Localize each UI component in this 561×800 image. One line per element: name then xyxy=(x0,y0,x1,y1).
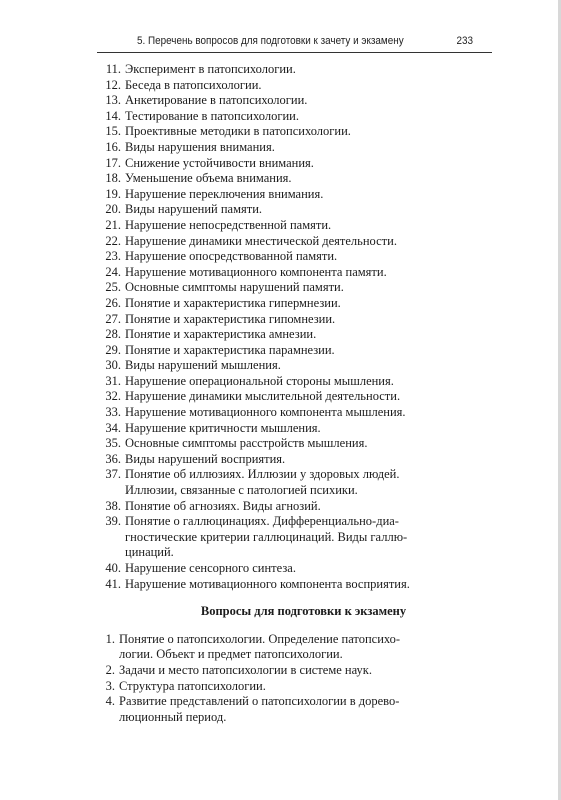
question-text-line: Виды нарушений мышления. xyxy=(125,358,281,373)
question-text xyxy=(125,187,492,203)
question-text xyxy=(125,389,492,405)
question-text xyxy=(125,374,492,390)
question-text xyxy=(125,218,492,234)
question-text-line: Нарушение критичности мышления. xyxy=(125,420,321,435)
question-text xyxy=(125,312,492,328)
question-number: 30. xyxy=(105,358,121,373)
question-text-line: Понятие о галлюцинациях. Дифференциально-диа- xyxy=(125,514,399,529)
question-text xyxy=(119,694,492,725)
question-item xyxy=(97,694,492,725)
question-item xyxy=(97,514,492,561)
question-item xyxy=(97,78,492,94)
question-number: 26. xyxy=(105,295,121,310)
question-text-line: Задачи и место патопсихологии в системе наук. xyxy=(119,662,372,677)
question-text-line: Беседа в патопсихологии. xyxy=(125,77,262,92)
question-number: 41. xyxy=(105,576,121,591)
question-item xyxy=(97,499,492,515)
question-text-line: Нарушение мотивационного компонента памяти. xyxy=(125,264,387,279)
question-text-line: люционный период. xyxy=(119,709,227,724)
question-text-line: Развитие представлений о патопсихологии в дорево- xyxy=(119,694,400,709)
question-text xyxy=(125,93,492,109)
question-text xyxy=(125,421,492,437)
question-text xyxy=(125,280,492,296)
question-item xyxy=(97,171,492,187)
question-item xyxy=(97,343,492,359)
question-text xyxy=(125,124,492,140)
question-text-line: Иллюзии, связанные с патологией психики. xyxy=(125,483,358,498)
question-item xyxy=(97,93,492,109)
question-text xyxy=(125,171,492,187)
question-item xyxy=(97,374,492,390)
question-text-line: Нарушение операциональной стороны мышления. xyxy=(125,373,394,388)
question-text xyxy=(125,202,492,218)
question-text-line: Нарушение сенсорного синтеза. xyxy=(125,561,296,575)
question-item xyxy=(97,312,492,328)
question-number: 27. xyxy=(105,311,121,326)
question-number: 39. xyxy=(105,514,121,529)
question-item xyxy=(97,218,492,234)
page-number: 233 xyxy=(456,35,474,47)
exam-questions-list xyxy=(97,632,492,726)
question-number: 1. xyxy=(105,631,115,646)
question-item xyxy=(97,109,492,125)
question-text xyxy=(125,358,492,374)
question-number: 13. xyxy=(105,93,121,108)
question-text xyxy=(125,467,492,498)
question-item xyxy=(97,389,492,405)
question-text xyxy=(119,679,492,695)
question-text xyxy=(119,663,492,679)
question-text-line: Понятие об иллюзиях. Иллюзии у здоровых людей. xyxy=(125,467,400,482)
question-text-line: Уменьшение объема внимания. xyxy=(125,171,292,186)
question-number: 28. xyxy=(105,327,121,342)
question-text-line: Виды нарушений памяти. xyxy=(125,202,263,217)
question-text-line: Структура патопсихологии. xyxy=(119,678,266,693)
question-item xyxy=(97,679,492,695)
question-item xyxy=(97,632,492,663)
question-number: 38. xyxy=(105,498,121,513)
question-number: 40. xyxy=(105,561,121,575)
question-text-line: Основные симптомы расстройств мышления. xyxy=(125,436,368,451)
question-item xyxy=(97,358,492,374)
question-text xyxy=(125,78,492,94)
question-number: 12. xyxy=(105,77,121,92)
question-text-line: Нарушение опосредствованной памяти. xyxy=(125,249,338,264)
question-number: 25. xyxy=(105,280,121,295)
running-header xyxy=(137,35,474,53)
question-text-line: логии. Объект и предмет патопсихологии. xyxy=(119,647,343,662)
question-text-line: Понятие и характеристика гипермнезии. xyxy=(125,295,341,310)
question-text xyxy=(125,296,492,312)
question-text-line: Нарушение динамики мнестической деятельности. xyxy=(125,233,397,248)
question-number: 22. xyxy=(105,233,121,248)
question-item xyxy=(97,467,492,498)
page-content xyxy=(97,62,492,725)
question-number: 11. xyxy=(105,62,121,76)
question-number: 21. xyxy=(105,217,121,232)
question-item xyxy=(97,296,492,312)
question-text xyxy=(125,249,492,265)
question-text xyxy=(125,561,492,577)
question-item xyxy=(97,265,492,281)
question-text xyxy=(125,343,492,359)
question-item xyxy=(97,140,492,156)
question-number: 34. xyxy=(105,420,121,435)
question-text xyxy=(125,436,492,452)
question-text-line: Нарушение мотивационного компонента мышления. xyxy=(125,405,406,420)
question-item xyxy=(97,62,492,78)
question-text-line: гностические критерии галлюцинаций. Виды галлю- xyxy=(125,529,408,544)
question-text-line: Понятие и характеристика парамнезии. xyxy=(125,342,335,357)
question-number: 15. xyxy=(105,124,121,139)
question-text-line: Основные симптомы нарушений памяти. xyxy=(125,280,344,295)
question-text xyxy=(125,62,492,78)
question-text-line: Понятие и характеристика амнезии. xyxy=(125,327,317,342)
question-text-line: Снижение устойчивости внимания. xyxy=(125,155,314,170)
question-number: 29. xyxy=(105,342,121,357)
question-number: 19. xyxy=(105,186,121,201)
question-number: 20. xyxy=(105,202,121,217)
header-rule xyxy=(97,52,492,53)
question-text-line: Виды нарушений восприятия. xyxy=(125,451,286,466)
question-text xyxy=(125,499,492,515)
question-item xyxy=(97,187,492,203)
question-item xyxy=(97,156,492,172)
question-text-line: Понятие и характеристика гипомнезии. xyxy=(125,311,336,326)
question-text-line: Анкетирование в патопсихологии. xyxy=(125,93,308,108)
question-number: 16. xyxy=(105,139,121,154)
question-text xyxy=(119,632,492,663)
question-text-line: цинаций. xyxy=(125,545,174,560)
question-item xyxy=(97,234,492,250)
question-text-line: Понятие об агнозиях. Виды агнозий. xyxy=(125,498,321,513)
question-item xyxy=(97,421,492,437)
question-text xyxy=(125,234,492,250)
question-text-line: Нарушение мотивационного компонента восприятия. xyxy=(125,576,410,591)
question-item xyxy=(97,561,492,577)
question-text-line: Нарушение переключения внимания. xyxy=(125,186,324,201)
credit-questions-list xyxy=(97,62,492,592)
question-number: 17. xyxy=(105,155,121,170)
question-item xyxy=(97,249,492,265)
question-text xyxy=(125,140,492,156)
question-number: 33. xyxy=(105,405,121,420)
exam-section-title: Вопросы для подготовки к экзамену xyxy=(200,604,407,619)
question-number: 2. xyxy=(105,662,115,677)
question-number: 35. xyxy=(105,436,121,451)
question-text-line: Нарушение непосредственной памяти. xyxy=(125,217,332,232)
question-text-line: Эксперимент в патопсихологии. xyxy=(125,62,296,76)
question-item xyxy=(97,436,492,452)
question-text xyxy=(125,514,492,561)
question-text-line: Виды нарушения внимания. xyxy=(125,139,275,154)
question-item xyxy=(97,663,492,679)
question-number: 3. xyxy=(105,678,115,693)
question-text xyxy=(125,156,492,172)
question-item xyxy=(97,405,492,421)
question-number: 18. xyxy=(105,171,121,186)
question-number: 36. xyxy=(105,451,121,466)
question-number: 24. xyxy=(105,264,121,279)
header-title: 5. Перечень вопросов для подготовки к зачету и экзамену xyxy=(137,35,404,47)
question-number: 4. xyxy=(105,694,115,709)
question-number: 31. xyxy=(105,373,121,388)
question-number: 14. xyxy=(105,108,121,123)
question-item xyxy=(97,577,492,593)
question-text-line: Тестирование в патопсихологии. xyxy=(125,108,299,123)
question-text-line: Понятие о патопсихологии. Определение патопсихо- xyxy=(119,631,401,646)
question-text-line: Нарушение динамики мыслительной деятельности. xyxy=(125,389,401,404)
question-item xyxy=(97,124,492,140)
question-item xyxy=(97,452,492,468)
question-text xyxy=(125,327,492,343)
question-text xyxy=(125,109,492,125)
question-text xyxy=(125,452,492,468)
question-item xyxy=(97,280,492,296)
question-item xyxy=(97,202,492,218)
question-number: 23. xyxy=(105,249,121,264)
question-item xyxy=(97,327,492,343)
question-text xyxy=(125,577,492,593)
question-text xyxy=(125,405,492,421)
question-number: 32. xyxy=(105,389,121,404)
question-text-line: Проективные методики в патопсихологии. xyxy=(125,124,351,139)
question-number: 37. xyxy=(105,467,121,482)
question-text xyxy=(125,265,492,281)
